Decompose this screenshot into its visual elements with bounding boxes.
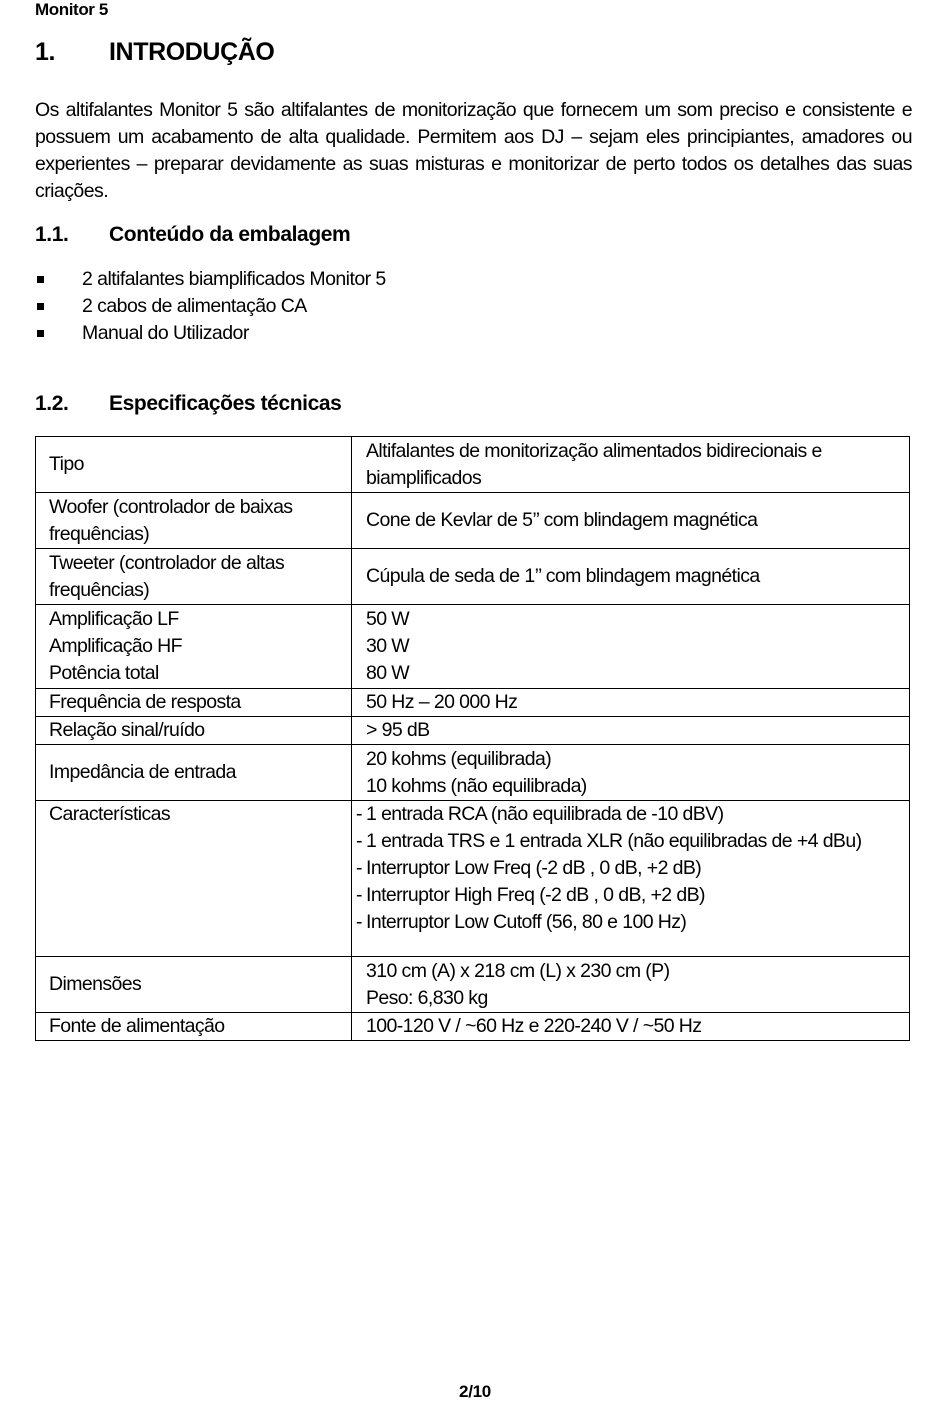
spec-value — [352, 745, 910, 801]
spec-value: > 95 dB — [352, 717, 910, 745]
spec-label: Impedância de entrada — [36, 745, 352, 801]
bullet-square-icon — [37, 330, 44, 337]
spec-label: Woofer (controlador de baixas frequências) — [36, 493, 352, 549]
spec-value-line: 10 kohms (não equilibrada) — [366, 774, 587, 797]
bullet-square-icon — [37, 303, 44, 310]
spec-label-line: Amplificação LF — [49, 608, 179, 630]
list-item: - 1 entrada RCA (não equilibrada de -10 dBV) — [356, 801, 901, 828]
spec-label: Fonte de alimentação — [36, 1013, 352, 1041]
spec-value-line: 50 W — [366, 608, 410, 630]
spec-label: Características — [36, 801, 352, 957]
spec-value: Cúpula de seda de 1’’ com blindagem magnética — [352, 549, 910, 605]
section-1-heading — [35, 38, 274, 67]
spec-label: Dimensões — [36, 957, 352, 1013]
spec-label: Frequência de resposta — [36, 689, 352, 717]
table-row — [36, 689, 910, 717]
list-item: 2 cabos de alimentação CA — [35, 293, 386, 320]
table-row — [36, 605, 910, 689]
spec-value — [352, 957, 910, 1013]
spec-value — [352, 801, 910, 957]
table-row — [36, 957, 910, 1013]
list-item: 2 altifalantes biamplificados Monitor 5 — [35, 266, 386, 293]
spec-value: Cone de Kevlar de 5’’ com blindagem magnética — [352, 493, 910, 549]
table-row — [36, 801, 910, 957]
spec-label: Tipo — [36, 437, 352, 493]
page-number: 2/10 — [459, 1382, 491, 1401]
spec-value — [352, 605, 910, 689]
spec-value-line: 30 W — [366, 635, 410, 657]
spec-value-line: 20 kohms (equilibrada) — [366, 747, 552, 770]
spec-label-line: Amplificação HF — [49, 635, 182, 657]
section-number: 1. — [35, 38, 56, 66]
table-row — [36, 717, 910, 745]
spec-value-line: Peso: 6,830 kg — [366, 986, 488, 1009]
list-item: - Interruptor Low Cutoff (56, 80 e 100 Hz) — [356, 909, 901, 936]
section-number: 1.2. — [35, 392, 69, 415]
section-title: Conteúdo da embalagem — [109, 223, 351, 246]
table-row — [36, 745, 910, 801]
section-1-2-heading — [35, 392, 341, 416]
spec-label — [36, 605, 352, 689]
running-header: Monitor 5 — [35, 0, 108, 19]
spec-label: Tweeter (controlador de altas frequências) — [36, 549, 352, 605]
spec-value-line: 310 cm (A) x 218 cm (L) x 230 cm (P) — [366, 959, 670, 982]
spec-label: Relação sinal/ruído — [36, 717, 352, 745]
table-row — [36, 493, 910, 549]
list-item: - Interruptor Low Freq (-2 dB , 0 dB, +2 dB) — [356, 855, 901, 882]
list-item: - Interruptor High Freq (-2 dB , 0 dB, +2 dB) — [356, 882, 901, 909]
list-item: Manual do Utilizador — [35, 320, 386, 347]
section-title: Especificações técnicas — [109, 392, 342, 415]
table-row — [36, 437, 910, 493]
specs-table — [35, 436, 910, 1041]
package-contents-list — [35, 266, 386, 347]
table-row — [36, 1013, 910, 1041]
spec-value: 50 Hz – 20 000 Hz — [352, 689, 910, 717]
section-1-1-heading — [35, 223, 350, 247]
list-item: - 1 entrada TRS e 1 entrada XLR (não equilibradas de +4 dBu) — [356, 828, 901, 855]
intro-paragraph: Os altifalantes Monitor 5 são altifalantes de monitorização que fornecem um som preciso e consistente e possuem um acabamento de alta qualidade. Permitem aos DJ – sejam eles principiantes, amadores ou experientes – preparar devidamente as suas misturas e monitorizar de perto todos os detalhes das suas criações. — [35, 99, 912, 202]
section-number: 1.1. — [35, 223, 69, 246]
spec-label-line: Potência total — [49, 662, 159, 684]
spec-value: Altifalantes de monitorização alimentados bidirecionais e biamplificados — [352, 437, 910, 493]
section-title: INTRODUÇÃO — [109, 38, 275, 66]
table-row — [36, 549, 910, 605]
bullet-square-icon — [37, 276, 44, 283]
spec-value-line: 80 W — [366, 662, 410, 684]
features-list — [356, 801, 901, 936]
spec-value: 100-120 V / ~60 Hz e 220-240 V / ~50 Hz — [352, 1013, 910, 1041]
